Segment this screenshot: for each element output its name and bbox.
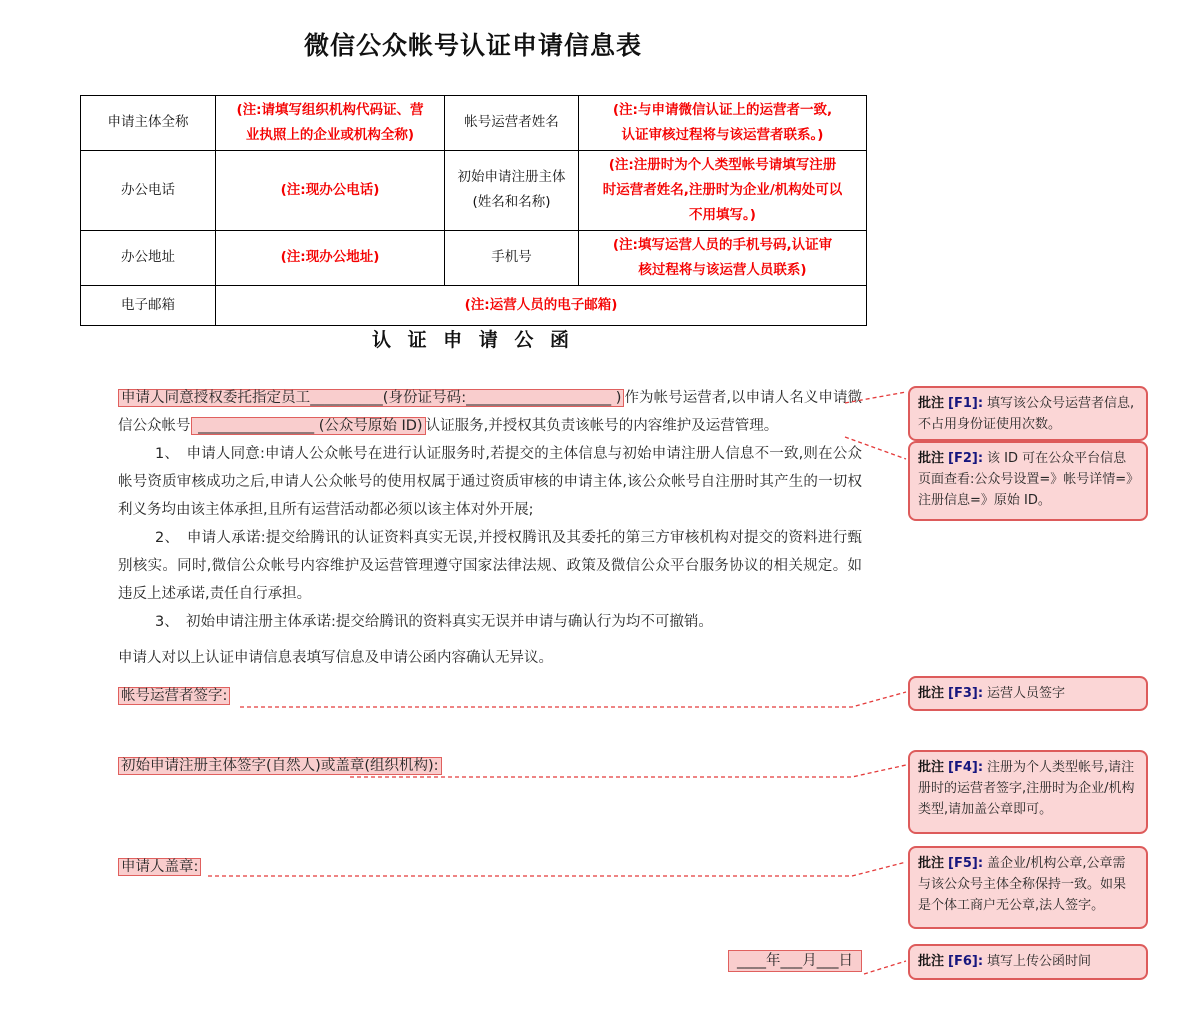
comment-f2-ref: [F2]: bbox=[948, 451, 984, 466]
cell-operator-name-note[interactable] bbox=[579, 96, 867, 151]
comment-f4-text: 注册为个人类型帐号,请注册时的运营者签字,注册时为企业/机构类型,请加盖公章即可。 bbox=[918, 760, 1135, 818]
note-line: 时运营者姓名,注册时为企业/机构处可以 bbox=[602, 181, 843, 198]
comment-f1-text: 填写该公众号运营者信息,不占用身份证使用次数。 bbox=[918, 396, 1135, 433]
cell-initial-subject-note[interactable] bbox=[579, 150, 867, 230]
comment-f1-prefix: 批注 bbox=[918, 396, 945, 411]
clause-1: 1、 申请人同意:申请人公众帐号在进行认证服务时,若提交的主体信息与初始申请注册人信息不一致,则在公众帐号资质审核成功之后,申请人公众帐号的使用权属于通过资质审核的申请主体,该公众帐号自注册时其产生的一切权利义务均由该主体承担,且所有运营活动都必须以该主体对外开展; bbox=[118, 446, 862, 518]
comment-f5-text: 盖企业/机构公章,公章需与该公众号主体全称保持一致。如果是个体工商户无公章,法人签字。 bbox=[918, 856, 1127, 914]
initial-subject-signature-row bbox=[118, 752, 862, 780]
letter-body bbox=[118, 384, 862, 975]
note-line: (注:注册时为个人类型帐号请填写注册 bbox=[608, 156, 837, 173]
opening-text-2: 认证服务,并授权其负责该帐号的内容维护及运营管理。 bbox=[425, 418, 779, 434]
confirmation-statement: 申请人对以上认证申请信息表填写信息及申请公函内容确认无异议。 bbox=[118, 650, 553, 666]
comment-f5-ref: [F5]: bbox=[948, 856, 984, 871]
label-line: 初始申请注册主体 bbox=[457, 169, 566, 186]
comment-f1-ref: [F1]: bbox=[948, 396, 984, 411]
comment-f3-text: 运营人员签字 bbox=[987, 686, 1066, 701]
note-line: (注:请填写组织机构代码证、营 bbox=[236, 102, 424, 118]
comment-f2[interactable] bbox=[908, 441, 1148, 521]
date-field[interactable]: ____年___月___日 bbox=[728, 950, 862, 972]
cell-mobile-note[interactable] bbox=[579, 230, 867, 285]
cell-initial-subject-label bbox=[445, 150, 579, 230]
official-account-id-field[interactable]: ________________ (公众号原始 ID) bbox=[191, 417, 426, 435]
cell-mobile-label: 手机号 bbox=[445, 230, 579, 285]
table-row bbox=[81, 285, 867, 325]
initial-subject-signature-field[interactable]: 初始申请注册主体签字(自然人)或盖章(组织机构): bbox=[118, 757, 442, 775]
cell-office-address-label: 办公地址 bbox=[81, 230, 216, 285]
comment-f4[interactable] bbox=[908, 750, 1148, 834]
cell-office-address-note[interactable]: (注:现办公地址) bbox=[216, 230, 445, 285]
comment-f3[interactable] bbox=[908, 676, 1148, 711]
leader-f6 bbox=[864, 961, 906, 974]
table-row bbox=[81, 230, 867, 285]
operator-name-id-field[interactable]: 申请人同意授权委托指定员工__________(身份证号码:____________________ ) bbox=[118, 389, 624, 407]
comment-f1[interactable] bbox=[908, 386, 1148, 441]
cell-applicant-fullname-label: 申请主体全称 bbox=[81, 96, 216, 151]
comment-f6-ref: [F6]: bbox=[948, 954, 984, 969]
date-row bbox=[118, 947, 862, 975]
applicant-seal-field[interactable]: 申请人盖章: bbox=[118, 858, 201, 876]
note-line: 不用填写。) bbox=[689, 206, 756, 223]
document-title: 微信公众帐号认证申请信息表 bbox=[303, 31, 642, 60]
comment-f5-prefix: 批注 bbox=[918, 856, 945, 871]
cell-applicant-fullname-note[interactable] bbox=[216, 96, 445, 151]
comment-f6-text: 填写上传公函时间 bbox=[987, 954, 1092, 969]
clause-2: 2、 申请人承诺:提交给腾讯的认证资料真实无误,并授权腾讯及其委托的第三方审核机构对提交的资料进行甄别核实。同时,微信公众帐号内容维护及运营管理遵守国家法律法规、政策及微信公众平台服务协议的相关规定。如违反上述承诺,责任自行承担。 bbox=[118, 530, 862, 602]
note-line: 核过程将与该运营人员联系) bbox=[638, 261, 807, 278]
comment-f2-prefix: 批注 bbox=[918, 451, 945, 466]
comment-f5[interactable] bbox=[908, 846, 1148, 929]
comment-f3-prefix: 批注 bbox=[918, 686, 945, 701]
comment-f6-prefix: 批注 bbox=[918, 954, 945, 969]
comment-f2-text: 该 ID 可在公众平台信息页面查看:公众号设置=》帐号详情=》注册信息=》原始 ID。 bbox=[918, 451, 1133, 509]
comment-f4-prefix: 批注 bbox=[918, 760, 945, 775]
note-line: (注:填写运营人员的手机号码,认证审 bbox=[612, 236, 833, 253]
operator-signature-row bbox=[118, 682, 862, 710]
label-line: (姓名和名称) bbox=[472, 194, 551, 211]
table-row bbox=[81, 150, 867, 230]
cell-email-note[interactable]: (注:运营人员的电子邮箱) bbox=[216, 285, 867, 325]
comment-f6[interactable] bbox=[908, 944, 1148, 980]
table-row bbox=[81, 96, 867, 151]
operator-signature-field[interactable]: 帐号运营者签字: bbox=[118, 687, 230, 705]
cell-operator-name-label: 帐号运营者姓名 bbox=[445, 96, 579, 151]
cell-email-label: 电子邮箱 bbox=[81, 285, 216, 325]
letter-section-heading: 认 证 申 请 公 函 bbox=[371, 329, 575, 351]
note-line: (注:与申请微信认证上的运营者一致, bbox=[612, 102, 833, 118]
clause-3: 3、 初始申请注册主体承诺:提交给腾讯的资料真实无误并申请与确认行为均不可撤销。 bbox=[155, 614, 713, 630]
comment-f4-ref: [F4]: bbox=[948, 760, 984, 775]
cell-office-phone-label: 办公电话 bbox=[81, 150, 216, 230]
note-line: 业执照上的企业或机构全称) bbox=[245, 126, 415, 143]
applicant-seal-row bbox=[118, 853, 862, 881]
cell-office-phone-note[interactable]: (注:现办公电话) bbox=[216, 150, 445, 230]
opening-text-1: 作为帐号运营者,以申请人名义申请微信公众帐号 bbox=[118, 390, 863, 434]
comment-f3-ref: [F3]: bbox=[948, 686, 984, 701]
note-line: 认证审核过程将与该运营者联系。) bbox=[621, 126, 824, 143]
application-info-table bbox=[80, 95, 867, 326]
letter-opening-paragraph bbox=[118, 384, 862, 440]
